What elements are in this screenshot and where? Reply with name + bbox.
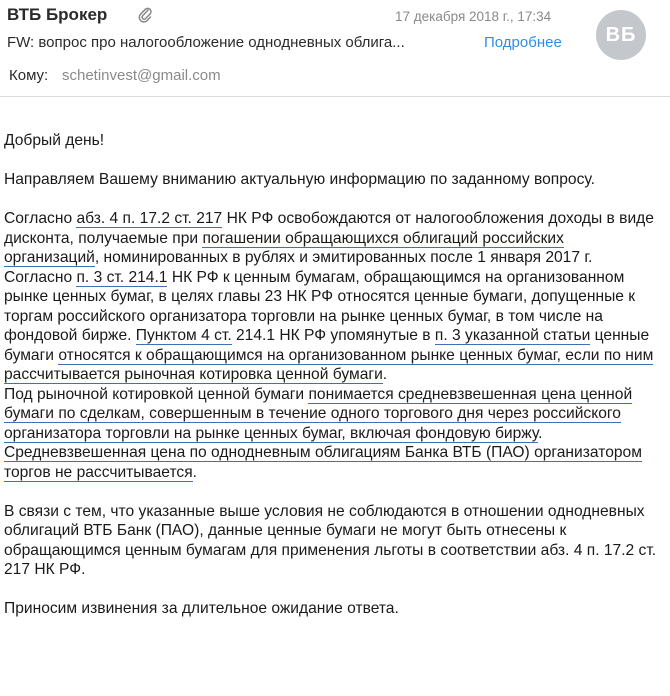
apology-paragraph: Приносим извинения за длительное ожидание ответа. — [4, 600, 399, 617]
paperclip-icon — [137, 6, 153, 24]
conclusion-paragraph: В связи с тем, что указанные выше условия не соблюдаются в отношении однодневных облигаций ВТБ Банк (ПАО), данные ценные бумаги не могут быть отнесены к обращающимся ценным бумагам для применения льготы в соответствии абз. 4 п. 17.2 ст. 217 НК РФ. — [4, 502, 657, 578]
law-reference-link[interactable]: п. 3 указанной статьи — [434, 327, 591, 344]
recipient-address[interactable]: schetinvest@gmail.com — [62, 67, 221, 84]
avatar[interactable]: ВБ — [596, 10, 646, 60]
greeting: Добрый день! — [4, 132, 105, 149]
law-reference-link[interactable]: абз. 4 п. 17.2 ст. 217 — [76, 210, 223, 227]
paragraph-tax-exemption: Согласно абз. 4 п. 17.2 ст. 217 НК РФ освобождаются от налогообложения доходы в виде дисконта, получаемые при погашении обращающихся облигаций российских организаций, номинированных в рублях и эмитированных после 1 января 2017 г. — [4, 210, 654, 266]
highlighted-phrase-link[interactable]: погашении обращающихся облигаций российских организаций — [4, 229, 564, 266]
paragraph-weighted-price: Средневзвешенная цена по однодневным облигациям Банка ВТБ (ПАО) организатором торгов не рассчитывается. — [4, 444, 642, 481]
message-date: 17 декабря 2018 г., 17:34 — [395, 9, 552, 24]
message-header — [0, 0, 670, 96]
highlighted-phrase-link[interactable]: Средневзвешенная цена по однодневным облигациям Банка ВТБ (ПАО) организатором торгов не рассчитывается — [4, 444, 642, 481]
law-reference-link[interactable]: Пунктом 4 ст. — [135, 327, 232, 344]
sender-name[interactable]: ВТБ Брокер — [7, 5, 108, 24]
header-divider — [0, 96, 670, 97]
highlighted-phrase-link[interactable]: относятся к обращающимся на организованном рынке ценных бумаг, если по ним рассчитывается рыночная котировка ценной бумаги — [4, 346, 654, 383]
highlighted-phrase-link[interactable]: понимается средневзвешенная цена ценной бумаги по сделкам, совершенным в течение одного торгового дня через российского организатора торговли на рынке ценных бумаг, включая фондовую биржу — [4, 385, 633, 442]
message-subject: FW: вопрос про налогообложение однодневных облига... — [7, 34, 405, 51]
details-link[interactable]: Подробнее — [484, 34, 562, 51]
to-label: Кому: — [9, 67, 49, 84]
law-reference-link[interactable]: п. 3 ст. 214.1 — [76, 268, 168, 286]
paragraph-traded-securities: Согласно п. 3 ст. 214.1 НК РФ к ценным бумагам, обращающимся на организованном рынке ценных бумаг, в целях главы 23 НК РФ относятся ценные бумаги, допущенные к торгам российского организатора торговли на рынке ценных бумаг, в том числе на фондовой бирже. Пунктом 4 ст. 214.1 НК РФ упомянутые в п. 3 указанной статьи ценные бумаги относятся к обращающимся на организованном рынке ценных бумаг, если по ним рассчитывается рыночная котировка ценной бумаги. — [4, 268, 654, 383]
paragraph-market-quotation: Под рыночной котировкой ценной бумаги понимается средневзвешенная цена ценной бумаги по сделкам, совершенным в течение одного торгового дня через российского организатора торговли на рынке ценных бумаг, включая фондовую биржу. — [4, 385, 633, 442]
message-body — [4, 131, 662, 619]
intro-paragraph: Направляем Вашему вниманию актуальную информацию по заданному вопросу. — [4, 171, 595, 188]
